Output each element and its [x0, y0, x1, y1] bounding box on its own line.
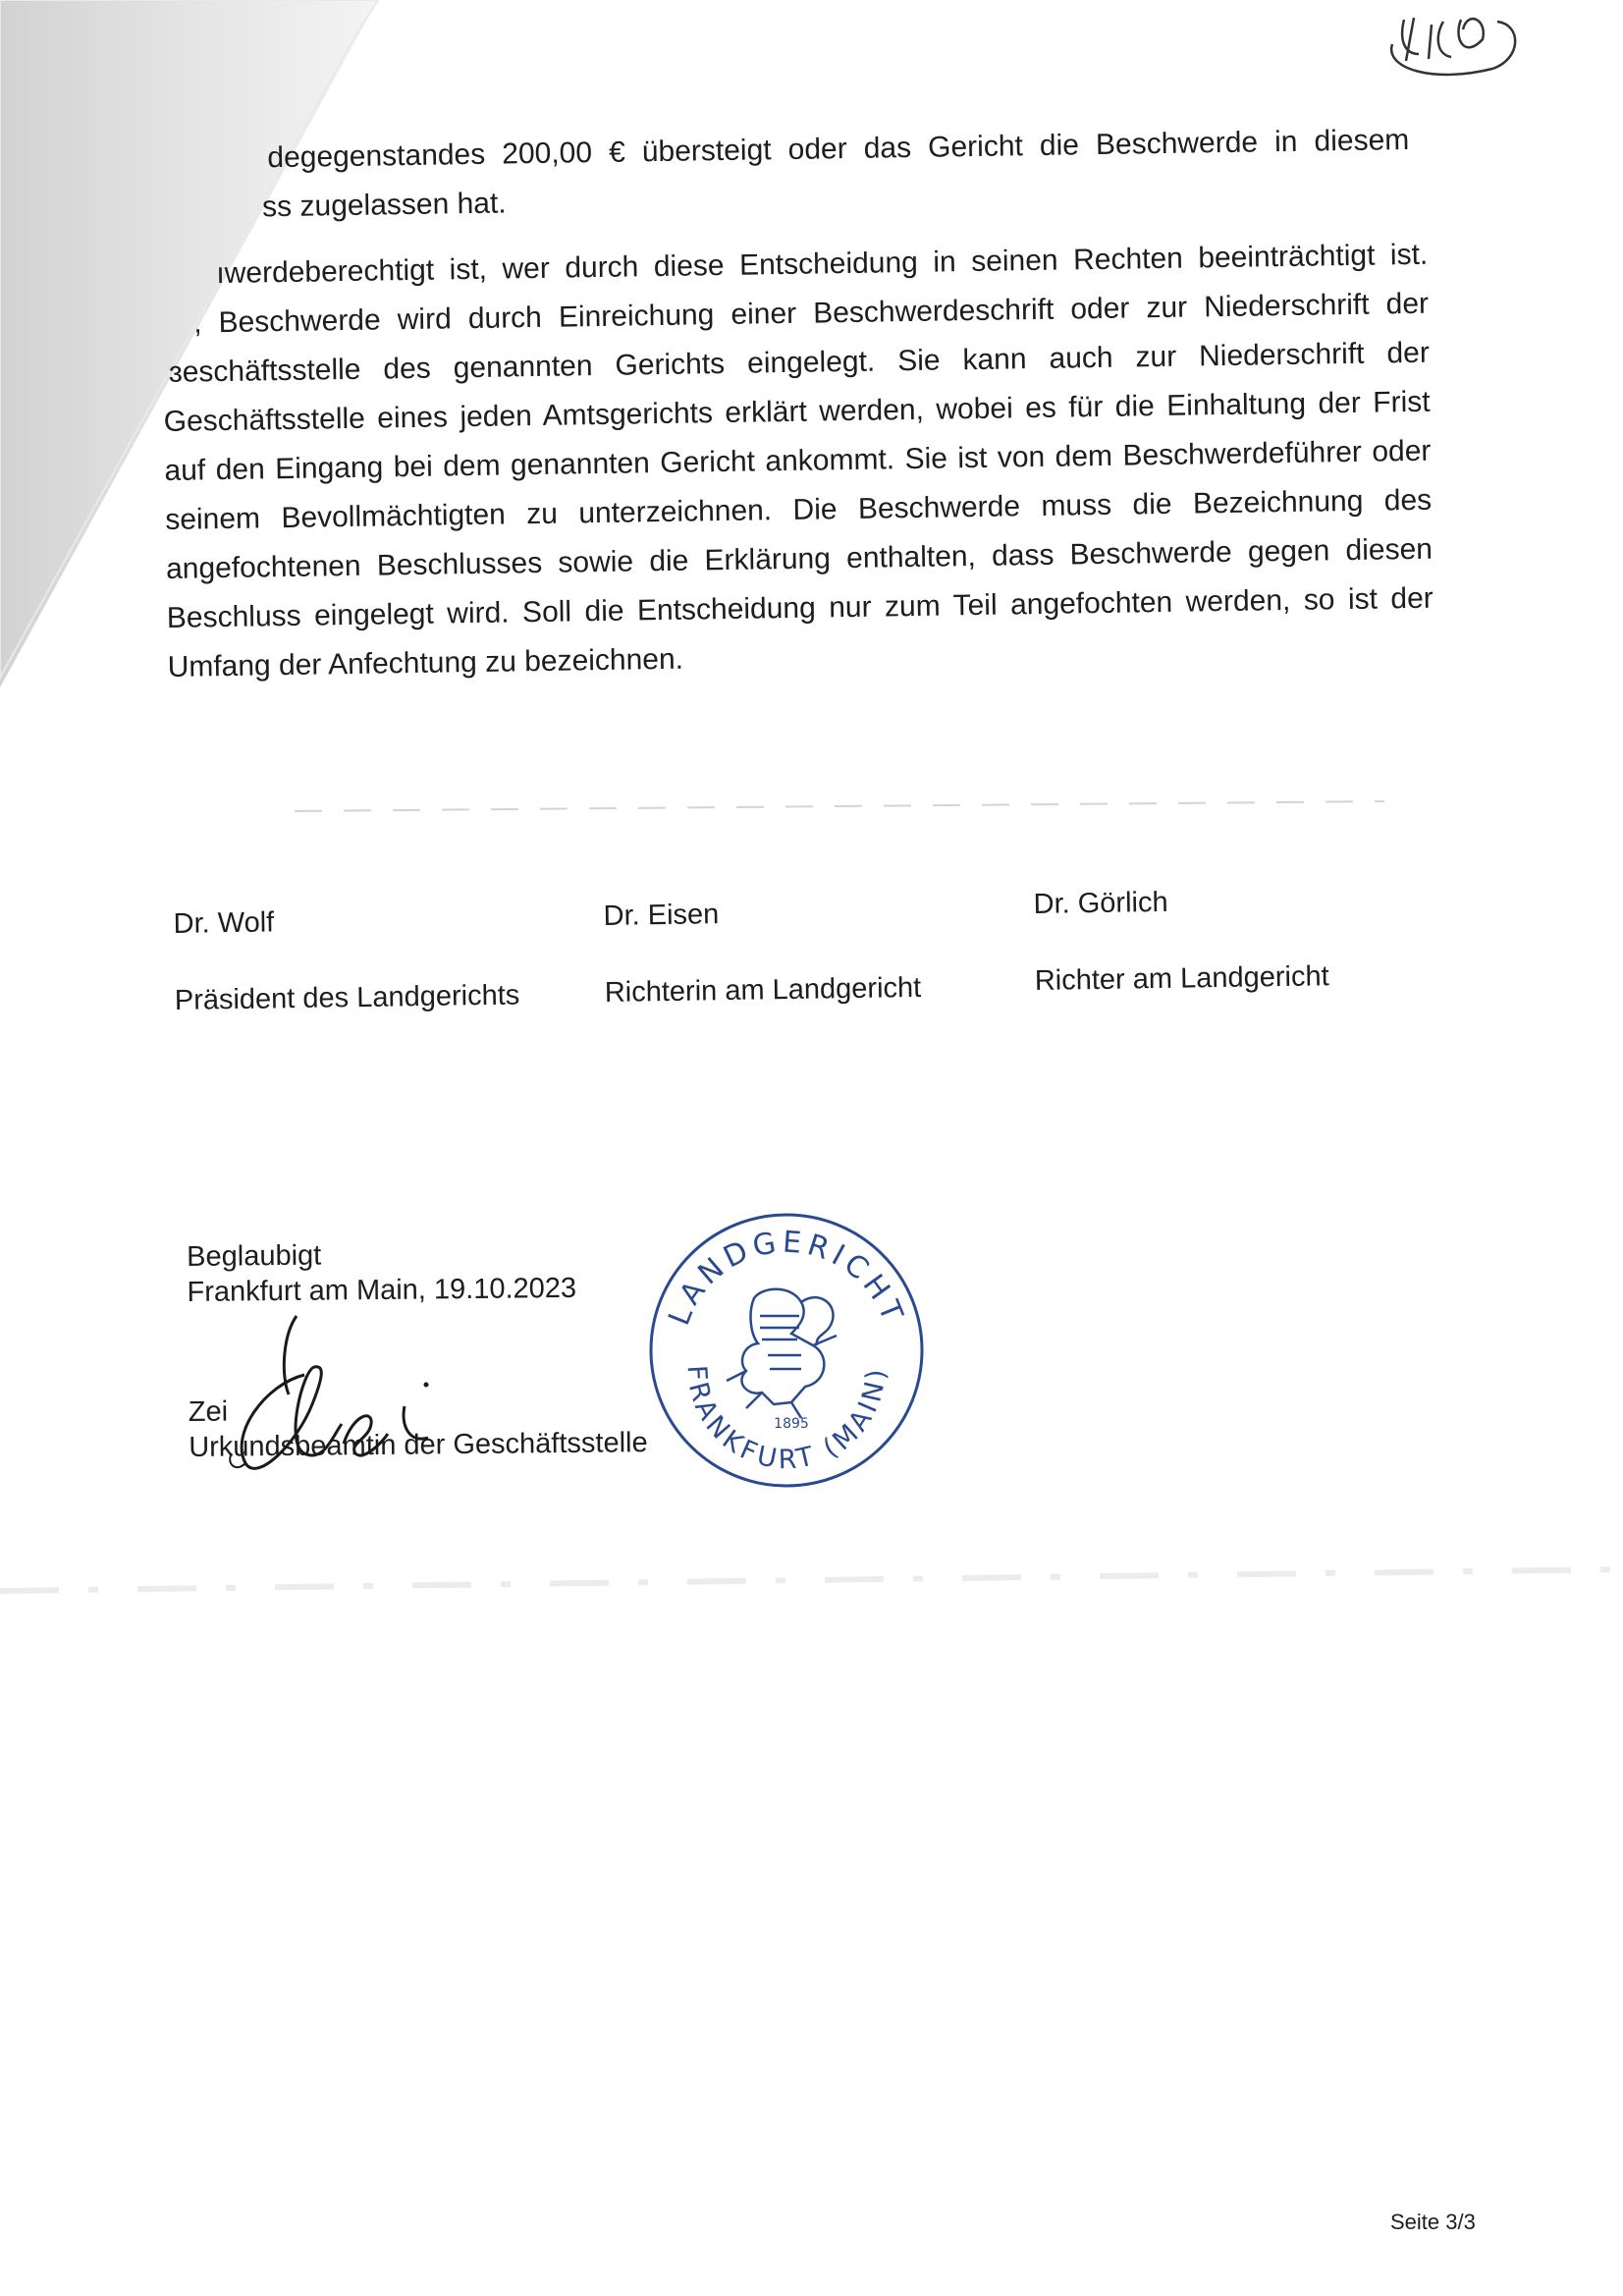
scanner-noise	[0, 1561, 1623, 1601]
paragraph-line: auf den Eingang bei dem genannten Gericht ankommt. Sie ist von dem Beschwerdeführer oder	[164, 434, 1432, 487]
svg-text:LANDGERICHT	[662, 1225, 911, 1330]
paragraph-line: ss zugelassen hat.	[261, 187, 507, 224]
handwritten-signature	[187, 1296, 461, 1512]
certification-role: Urkundsbeamtin der Geschäftsstelle	[189, 1427, 648, 1463]
judge-title: Richter am Landgericht	[1034, 960, 1329, 997]
judge-name: Dr. Wolf	[173, 906, 275, 940]
certification-label: Beglaubigt	[187, 1239, 322, 1273]
judge-signature-block-1	[173, 880, 520, 1039]
judge-title: Richterin am Landgericht	[604, 971, 922, 1009]
judge-title: Präsident des Landgerichts	[174, 979, 520, 1016]
handwritten-page-mark	[1375, 0, 1522, 88]
judge-name: Dr. Eisen	[603, 899, 720, 932]
paragraph-line: angefochtenen Beschlusses sowie die Erklärung enthalten, dass Beschwerde gegen diesen	[165, 532, 1434, 585]
judge-signature-block-3	[1033, 861, 1329, 1019]
paragraph-line: Geschäftsstelle eines jeden Amtsgerichts erklärt werden, wobei es für die Einhaltung der Frist	[163, 385, 1431, 438]
faint-dashed-rule	[295, 797, 1394, 817]
judge-signature-block-2	[603, 873, 922, 1031]
paragraph-line: , Beschwerde wird durch Einreichung einer Beschwerdeschrift oder zur Niederschrift der	[192, 287, 1430, 340]
certification-signer-prefix: Zei	[188, 1395, 229, 1428]
seal-top-text: LANDGERICHT	[662, 1225, 911, 1331]
seal-year: 1895	[774, 1416, 809, 1432]
judge-name: Dr. Görlich	[1033, 886, 1168, 920]
legal-paragraph-2	[161, 231, 1434, 692]
paragraph-line: ɜeschäftsstelle des genannten Gerichts eingelegt. Sie kann auch zur Niederschrift der	[168, 336, 1431, 389]
paragraph-line: degegenstandes 200,00 € übersteigt oder das Gericht die Beschwerde in diesem	[267, 124, 1410, 175]
paragraph-line: seinem Bevollmächtigten zu unterzeichnen. Die Beschwerde muss die Bezeichnung des	[165, 483, 1433, 536]
paragraph-line: Umfang der Anfechtung zu bezeichnen.	[167, 642, 684, 683]
page-number: Seite 3/3	[1390, 2210, 1476, 2234]
lion-emblem-icon	[727, 1289, 837, 1418]
seal-bottom-text: FRANKFURT (MAIN)	[680, 1364, 893, 1476]
paragraph-line: Beschluss eingelegt wird. Soll die Entscheidung nur zum Teil angefochten werden, so ist der	[166, 581, 1434, 634]
court-seal-stamp	[644, 1208, 929, 1493]
paragraph-line: ıwerdeberechtigt ist, wer durch diese Entscheidung in seinen Rechten beeinträchtigt ist.	[216, 238, 1429, 291]
legal-paragraph-1	[161, 116, 1429, 234]
certification-place-date: Frankfurt am Main, 19.10.2023	[187, 1272, 577, 1308]
